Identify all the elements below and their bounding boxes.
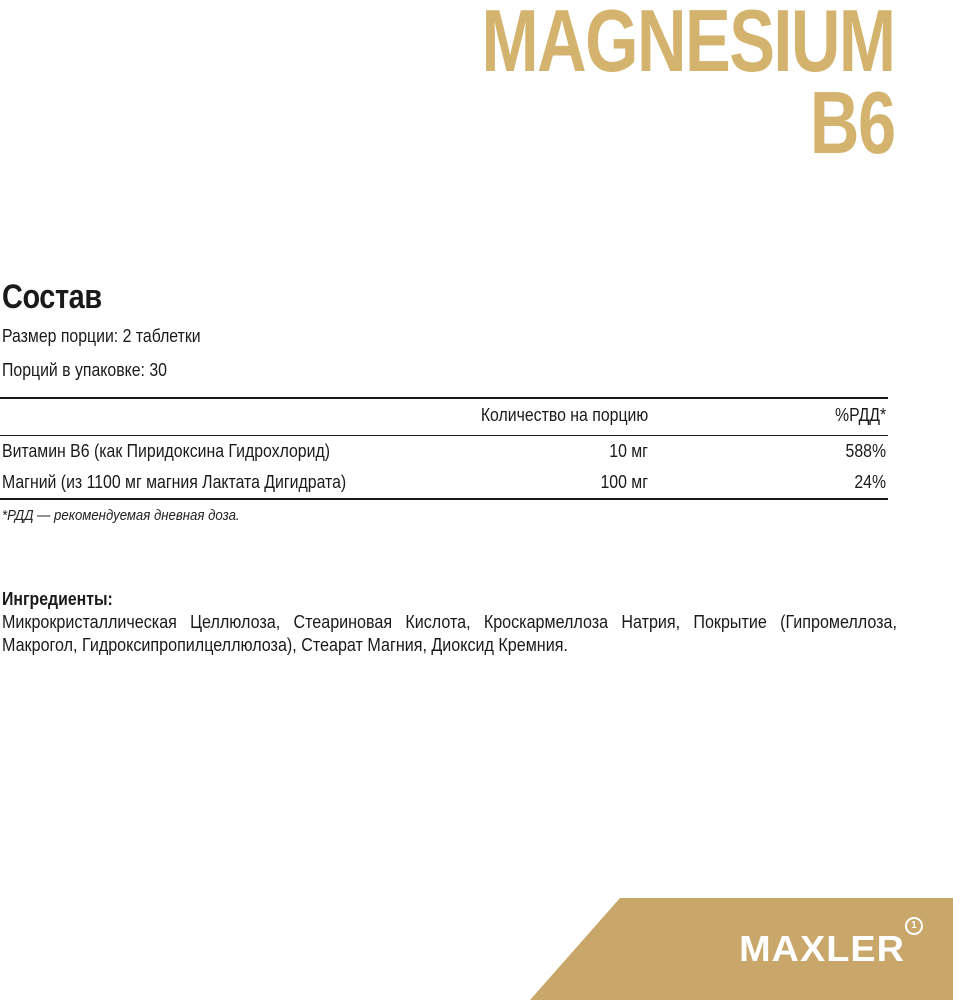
composition-heading: Состав [2,278,102,316]
nutrient-name: Магний (из 1100 мг магния Лактата Дигидрата) [2,472,347,492]
nutrient-amount: 10 мг [609,441,648,461]
product-title-line2: B6 [810,73,895,172]
table-header-row [0,399,888,436]
servings-per-container: Порций в упаковке: 30 [2,360,167,380]
amount-column-header: Количество на порцию [480,405,648,425]
ingredients-title: Ингредиенты: [2,589,113,609]
ingredients-text: Микрокристаллическая Целлюлоза, Стеариновая Кислота, Кроскармеллоза Натрия, Покрытие (Гипромеллоза, Макрогол, Гидроксипропилцеллюлоза), Стеарат Магния, Диоксид Кремния. [2,612,897,655]
table-row [0,436,888,467]
rda-footnote: *РДД — рекомендуемая дневная доза. [2,507,240,524]
serving-size: Размер порции: 2 таблетки [2,326,201,346]
nutrition-table [0,397,888,500]
table-row [0,467,888,498]
product-title [481,0,895,172]
nutrient-name: Витамин B6 (как Пиридоксина Гидрохлорид) [2,441,330,461]
nutrient-dv: 24% [854,472,886,492]
dv-column-header: %РДД* [834,405,886,425]
nutrient-dv: 588% [845,441,886,461]
brand-logo: MAXLER [739,928,905,969]
brand-logo-mark: 1 [905,917,923,935]
product-title-line1: MAGNESIUM [481,0,895,90]
nutrient-amount: 100 мг [600,472,648,492]
